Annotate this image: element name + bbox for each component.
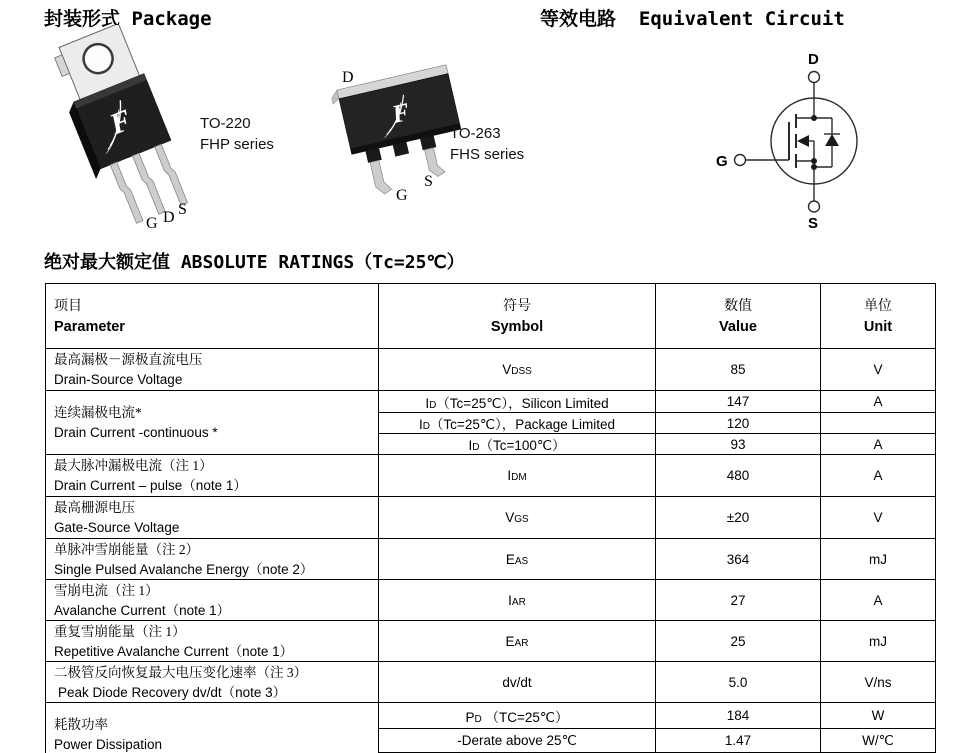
value-cell: ±20 bbox=[656, 497, 821, 539]
value-cell: 480 bbox=[656, 455, 821, 497]
terminal-label-source: S bbox=[808, 215, 819, 232]
symbol-cell: EAS bbox=[379, 539, 656, 580]
to263-name: TO-263 bbox=[450, 125, 501, 142]
value-cell: 27 bbox=[656, 580, 821, 621]
table-row bbox=[46, 391, 936, 413]
table-row bbox=[46, 455, 936, 497]
param-cell: 最大脉冲漏极电流（注 1） Drain Current – pulse（note 1） bbox=[46, 455, 379, 497]
table-row bbox=[46, 621, 936, 662]
unit-cell: V/ns bbox=[821, 662, 936, 703]
table-row bbox=[46, 580, 936, 621]
value-cell: 5.0 bbox=[656, 662, 821, 703]
pin-label-s: S bbox=[178, 201, 187, 218]
table-row bbox=[46, 539, 936, 580]
to263-caption bbox=[450, 123, 524, 165]
to220-series: FHP series bbox=[200, 136, 274, 153]
unit-cell: W/℃ bbox=[821, 729, 936, 753]
unit-cell: A bbox=[821, 434, 936, 455]
value-cell: 1.47 bbox=[656, 729, 821, 753]
value-cell: 85 bbox=[656, 349, 821, 391]
param-cell: 二极管反向恢复最大电压变化速率（注 3） Peak Diode Recovery dv/dt（note 3） bbox=[46, 662, 379, 703]
ratings-title: 绝对最大额定值 ABSOLUTE RATINGS（Tc=25℃） bbox=[44, 252, 465, 273]
param-cell: 最高栅源电压 Gate-Source Voltage bbox=[46, 497, 379, 539]
value-cell: 147 bbox=[656, 391, 821, 413]
svg-text:F: F bbox=[389, 96, 413, 129]
col-header-unit: 单位 Unit bbox=[821, 284, 936, 349]
heading-equivalent-circuit: 等效电路 Equivalent Circuit bbox=[540, 8, 845, 30]
param-cell: 雪崩电流（注 1） Avalanche Current（note 1） bbox=[46, 580, 379, 621]
table-row bbox=[46, 703, 936, 729]
symbol-cell: IAR bbox=[379, 580, 656, 621]
to220-name: TO-220 bbox=[200, 115, 251, 132]
pin-label-d: D bbox=[163, 209, 175, 226]
to220-package-figure bbox=[35, 25, 210, 243]
table-row bbox=[46, 662, 936, 703]
symbol-cell: -Derate above 25℃ bbox=[379, 729, 656, 753]
to220-caption bbox=[200, 113, 274, 155]
param-cell: 单脉冲雪崩能量（注 2） Single Pulsed Avalanche Energy（note 2） bbox=[46, 539, 379, 580]
unit-cell: mJ bbox=[821, 621, 936, 662]
param-cell: 耗散功率 Power Dissipation bbox=[46, 703, 379, 753]
unit-cell: A bbox=[821, 455, 936, 497]
terminal-label-drain: D bbox=[808, 51, 819, 68]
table-row bbox=[46, 349, 936, 391]
pin-label-g: G bbox=[146, 215, 158, 232]
symbol-cell: VGS bbox=[379, 497, 656, 539]
mosfet-equivalent-circuit bbox=[698, 40, 888, 240]
col-header-parameter: 项目 Parameter bbox=[46, 284, 379, 349]
symbol-cell: ID（Tc=25℃），Package Limited bbox=[379, 413, 656, 434]
terminal-label-gate: G bbox=[716, 153, 728, 170]
unit-cell: V bbox=[821, 497, 936, 539]
body-arrow-icon bbox=[797, 135, 809, 147]
param-cell: 最高漏极－源极直流电压 Drain-Source Voltage bbox=[46, 349, 379, 391]
unit-cell: V bbox=[821, 349, 936, 391]
ratings-table bbox=[45, 283, 936, 753]
pin-label-g: G bbox=[396, 187, 408, 204]
value-cell: 120 bbox=[656, 413, 821, 434]
unit-cell: W bbox=[821, 703, 936, 729]
param-cell: 重复雪崩能量（注 1） Repetitive Avalanche Current（note 1） bbox=[46, 621, 379, 662]
unit-cell bbox=[821, 413, 936, 434]
symbol-cell: dv/dt bbox=[379, 662, 656, 703]
table-row bbox=[46, 497, 936, 539]
value-cell: 25 bbox=[656, 621, 821, 662]
table-header-row bbox=[46, 284, 936, 349]
value-cell: 364 bbox=[656, 539, 821, 580]
symbol-cell: VDSS bbox=[379, 349, 656, 391]
unit-cell: mJ bbox=[821, 539, 936, 580]
pin-label-d: D bbox=[342, 69, 354, 86]
symbol-cell: ID（Tc=25℃），Silicon Limited bbox=[379, 391, 656, 413]
param-cell: 连续漏极电流* Drain Current -continuous * bbox=[46, 391, 379, 455]
unit-cell: A bbox=[821, 580, 936, 621]
value-cell: 184 bbox=[656, 703, 821, 729]
to263-package-figure bbox=[300, 52, 465, 212]
symbol-cell: EAR bbox=[379, 621, 656, 662]
symbol-cell: ID（Tc=100℃） bbox=[379, 434, 656, 455]
symbol-cell: PD （TC=25℃） bbox=[379, 703, 656, 729]
heading-package: 封装形式 Package bbox=[44, 8, 212, 30]
value-cell: 93 bbox=[656, 434, 821, 455]
col-header-value: 数值 Value bbox=[656, 284, 821, 349]
to263-series: FHS series bbox=[450, 146, 525, 163]
svg-text:F: F bbox=[105, 103, 137, 142]
unit-cell: A bbox=[821, 391, 936, 413]
body-diode-icon bbox=[825, 134, 839, 146]
col-header-symbol: 符号 Symbol bbox=[379, 284, 656, 349]
pin-label-s: S bbox=[424, 173, 433, 190]
symbol-cell: IDM bbox=[379, 455, 656, 497]
